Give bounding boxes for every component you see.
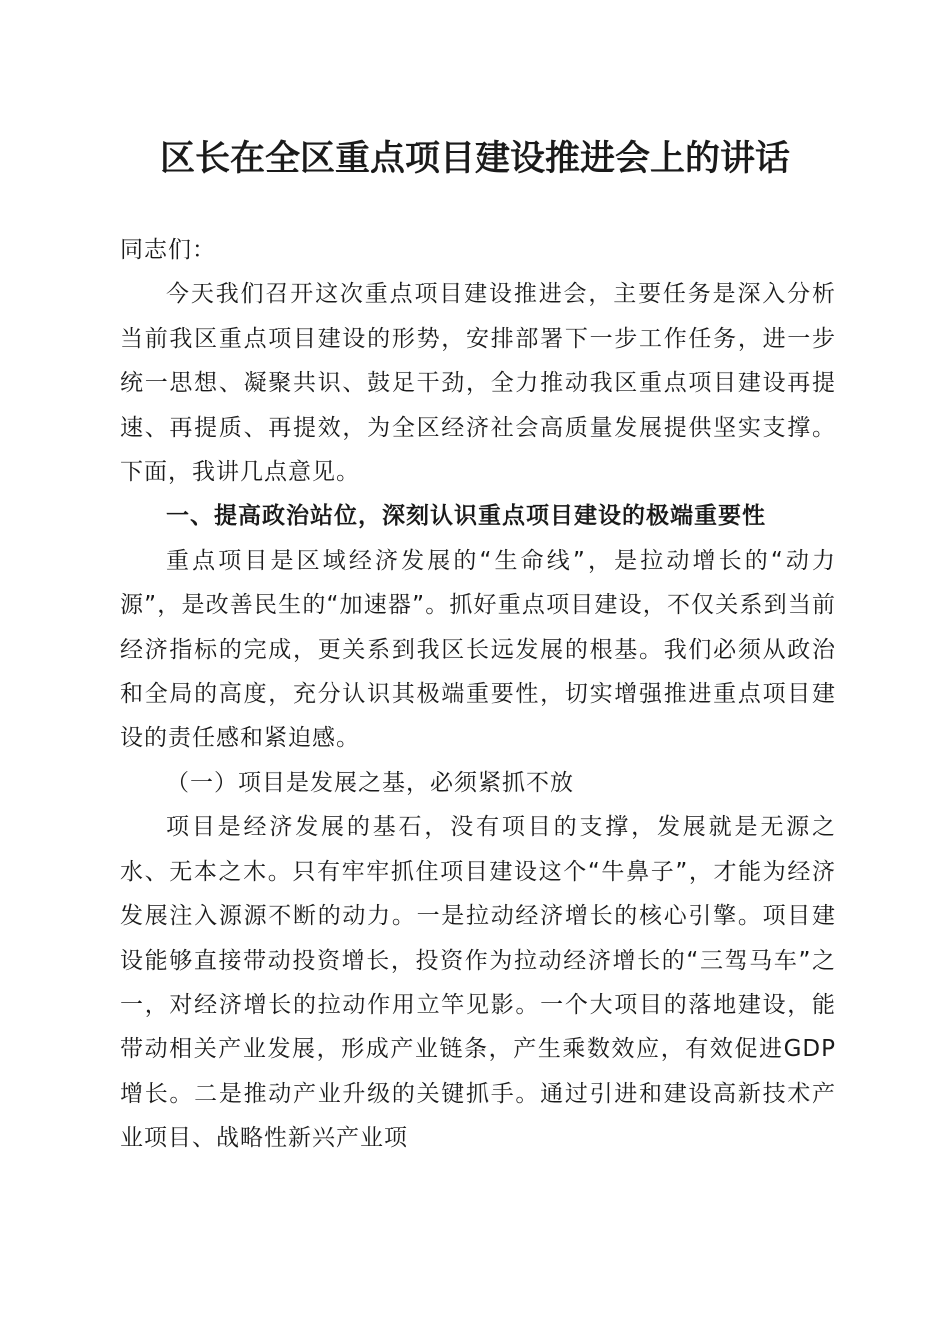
document-title: 区长在全区重点项目建设推进会上的讲话 [159,138,790,179]
subsection-heading-1: （一）项目是发展之基，必须紧抓不放 [166,769,574,796]
paragraph-intro: 今天我们召开这次重点项目建设推进会，主要任务是深入分析当前我区重点项目建设的形势，安排部署下一步工作任务，进一步统一思想、凝聚共识、鼓足干劲，全力推动我区重点项目建设再提速、再提质、再提效，为全区经济社会高质量发展提供坚实支撑。下面，我讲几点意见。 [120,281,836,486]
paragraph-section-1: 重点项目是区域经济发展的“生命线”，是拉动增长的“动力源”，是改善民生的“加速器”。抓好重点项目建设，不仅关系到当前经济指标的完成，更关系到我区长远发展的根基。我们必须从政治和全局的高度，充分认识其极端重要性，切实增强推进重点项目建设的责任感和紧迫感。 [120,547,836,752]
section-heading-1: 一、提高政治站位，深刻认识重点项目建设的极端重要性 [166,503,766,530]
paragraph-subsection-1: 项目是经济发展的基石，没有项目的支撑，发展就是无源之水、无本之木。只有牢牢抓住项目建设这个“牛鼻子”，才能为经济发展注入源源不断的动力。一是拉动经济增长的核心引擎。项目建设能够直接带动投资增长，投资作为拉动经济增长的“三驾马车”之一，对经济增长的拉动作用立竿见影。一个大项目的落地建设，能带动相关产业发展，形成产业链条，产生乘数效应，有效促进GDP增长。二是推动产业升级的关键抓手。通过引进和建设高新技术产业项目、战略性新兴产业项 [120,814,836,1152]
salutation: 同志们： [120,237,216,263]
document-body [120,228,836,1161]
